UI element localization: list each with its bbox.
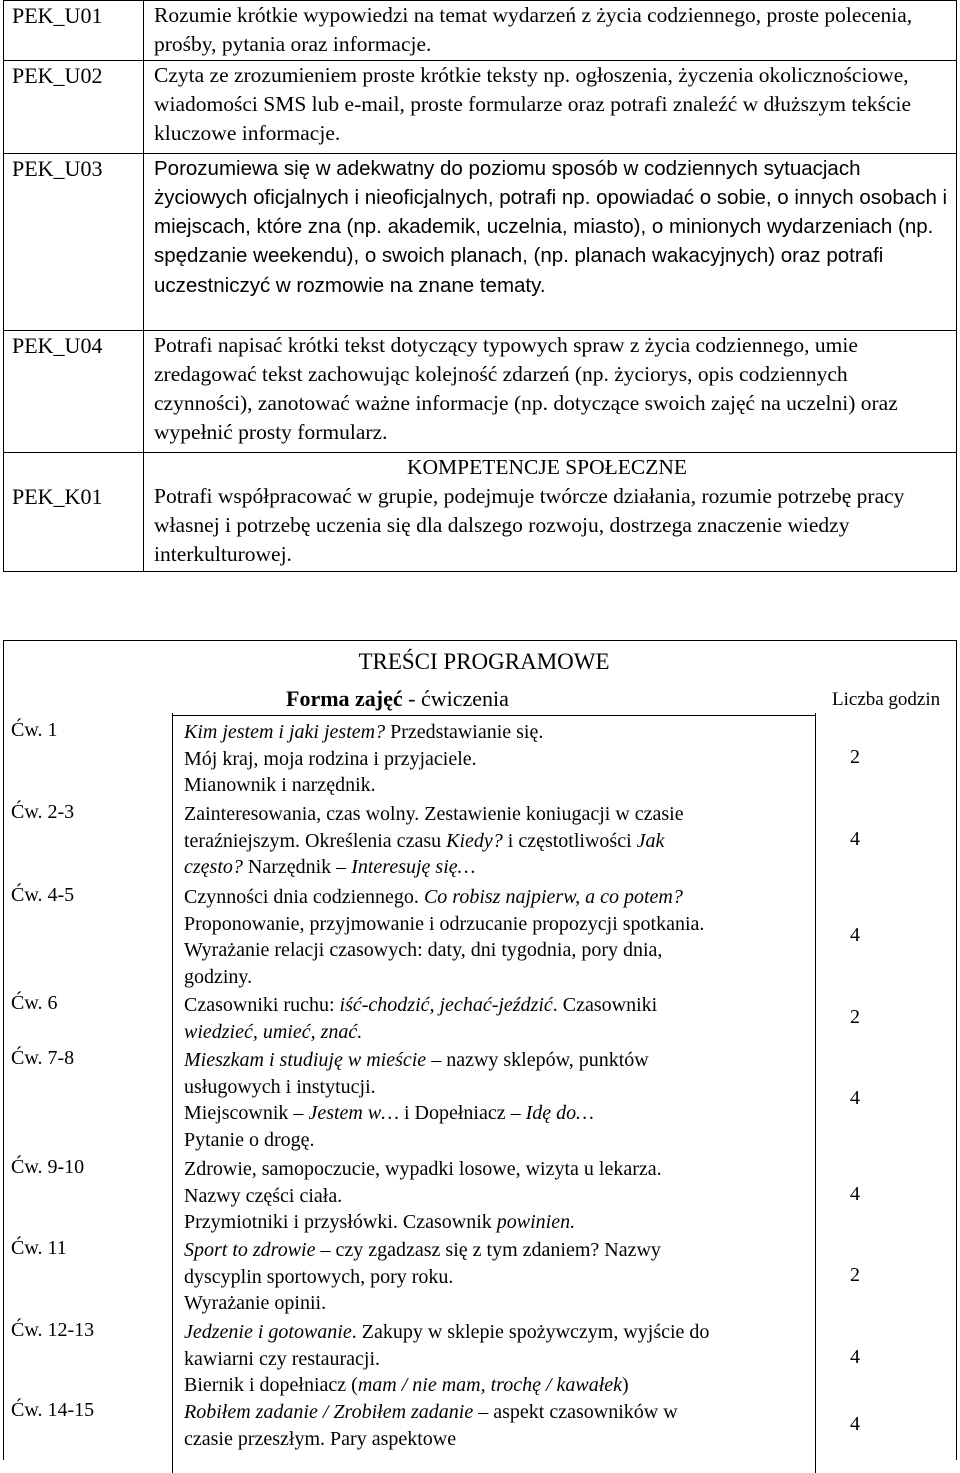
session-topic-line: Zdrowie, samopoczucie, wypadki losowe, wizyta u lekarza. <box>184 1158 662 1180</box>
outcome-text: Czyta ze zrozumieniem proste krótkie teksty np. ogłoszenia, życzenia okolicznościowe, wiadomości SMS lub e-mail, proste formularze oraz potrafi znaleźć w dłuższym tekście kluczowe informacje. <box>144 60 957 153</box>
session-topic-line: Jedzenie i gotowanie. Zakupy w sklepie spożywczym, wyjście do <box>184 1321 710 1343</box>
hours-column-header: Liczba godzin <box>832 689 941 710</box>
program-table <box>3 640 957 1460</box>
session-topic-line: Mieszkam i studiuję w mieście – nazwy sklepów, punktów <box>184 1049 649 1071</box>
session-number: Ćw. 14-15 <box>11 1399 95 1421</box>
session-hours: 4 <box>850 827 860 850</box>
session-hours: 4 <box>850 1345 860 1368</box>
session-number: Ćw. 6 <box>11 992 58 1014</box>
session-topic-line: Proponowanie, przyjmowanie i odrzucanie propozycji spotkania. <box>184 912 705 935</box>
program-row <box>4 1317 958 1397</box>
outcome-text: Potrafi współpracować w grupie, podejmuje twórcze działania, rozumie potrzebę pracy własnej i potrzebę uczenia się dla dalszego rozwoju, dostrzega znaczenie wiedzy interkulturowej. <box>144 482 957 572</box>
session-number: Ćw. 12-13 <box>11 1319 95 1341</box>
outcome-code: PEK_K01 <box>4 482 144 572</box>
session-topic-line: Biernik i dopełniacz (mam / nie mam, trochę / kawałek) <box>184 1374 629 1396</box>
session-topic <box>184 1399 804 1452</box>
session-topic <box>184 1237 804 1317</box>
session-topic-line: Sport to zdrowie – czy zgadzasz się z tym zdaniem? Nazwy <box>184 1239 661 1261</box>
program-row <box>4 882 958 988</box>
competence-code-spacer <box>4 452 144 482</box>
session-topic <box>184 719 804 799</box>
session-topic-line: Nazwy części ciała. <box>184 1184 343 1207</box>
session-hours: 2 <box>850 745 860 768</box>
session-topic-line: Mój kraj, moja rodzina i przyjaciele. <box>184 747 477 770</box>
session-topic <box>184 1319 804 1399</box>
session-number: Ćw. 4-5 <box>11 884 75 906</box>
session-topic-line: teraźniejszym. Określenia czasu Kiedy? i częstotliwości Jak <box>184 829 665 852</box>
session-topic <box>184 1156 804 1236</box>
session-topic-line: Zainteresowania, czas wolny. Zestawienie koniugacji w czasie <box>184 803 684 825</box>
header-rule <box>172 715 815 716</box>
session-topic <box>184 1047 804 1153</box>
session-hours: 2 <box>850 1263 860 1286</box>
program-row <box>4 990 958 1043</box>
outcome-code: PEK_U04 <box>4 330 144 452</box>
session-topic-line: usługowych i instytucji. <box>184 1075 376 1098</box>
session-topic-line: Czasowniki ruchu: iść-chodzić, jechać-jeździć. Czasowniki <box>184 994 658 1016</box>
session-topic <box>184 992 804 1045</box>
outcomes-table <box>3 0 957 572</box>
outcome-text: Porozumiewa się w adekwatny do poziomu sposób w codziennych sytuacjach życiowych oficjalnych i nieoficjalnych, potrafi np. opowiadać o sobie, o innych osobach i miejscach, które zna (np. akademik, uczelnia, miasto), o minionych wydarzeniach (np. spędzanie weekendu), o swoich planach, (np. planach wakacyjnych) oraz potrafi uczestniczyć w rozmowie na znane tematy. <box>144 153 957 330</box>
session-topic-line: wiedzieć, umieć, znać. <box>184 1020 363 1043</box>
program-row <box>4 799 958 879</box>
session-hours: 2 <box>850 1005 860 1028</box>
outcome-text: Potrafi napisać krótki tekst dotyczący typowych spraw z życia codziennego, umie zredagować tekst zachowując kolejność zdarzeń (np. życiorys, opis codziennych czynności), zanotować ważne informacje (np. dotyczące swoich zajęć na uczelni) oraz wypełnić prosty formularz. <box>144 330 957 452</box>
session-topic-line: dyscyplin sportowych, pory roku. <box>184 1265 454 1288</box>
session-number: Ćw. 11 <box>11 1237 67 1259</box>
session-topic-line: Pytanie o drogę. <box>184 1128 315 1151</box>
session-topic-line: Miejscownik – Jestem w… i Dopełniacz – Idę do… <box>184 1102 594 1124</box>
session-hours: 4 <box>850 1412 860 1435</box>
session-topic-line: Przymiotniki i przysłówki. Czasownik powinien. <box>184 1211 576 1233</box>
session-number: Ćw. 1 <box>11 719 58 741</box>
session-topic-line: Robiłem zadanie / Zrobiłem zadanie – aspekt czasowników w <box>184 1401 678 1423</box>
session-topic <box>184 801 804 881</box>
session-topic-line: często? Narzędnik – Interesuję się… <box>184 856 476 878</box>
program-title: TREŚCI PROGRAMOWE <box>358 649 610 674</box>
session-hours: 4 <box>850 1182 860 1205</box>
session-number: Ćw. 7-8 <box>11 1047 75 1069</box>
session-topic-line: czasie przeszłym. Pary aspektowe <box>184 1427 457 1450</box>
outcome-code: PEK_U01 <box>4 1 144 61</box>
program-row <box>4 1397 958 1450</box>
session-hours: 4 <box>850 924 860 946</box>
session-number: Ćw. 2-3 <box>11 801 75 823</box>
outcome-code: PEK_U02 <box>4 60 144 153</box>
session-topic-line: Mianownik i narzędnik. <box>184 774 376 796</box>
outcome-code: PEK_U03 <box>4 153 144 330</box>
session-topic-line: Kim jestem i jaki jestem? Przedstawianie się. <box>184 721 544 743</box>
session-hours: 4 <box>850 1087 860 1109</box>
competence-heading: KOMPETENCJE SPOŁECZNE <box>144 452 957 482</box>
program-row <box>4 1154 958 1234</box>
session-topic-line: kawiarni czy restauracji. <box>184 1347 381 1370</box>
session-topic-line: Wyrażanie relacji czasowych: daty, dni tygodnia, pory dnia, <box>184 939 663 961</box>
session-topic-line: Wyrażanie opinii. <box>184 1292 327 1314</box>
program-row <box>4 1045 958 1151</box>
session-topic-line: Czynności dnia codziennego. Co robisz najpierw, a co potem? <box>184 886 683 908</box>
outcome-text: Rozumie krótkie wypowiedzi na temat wydarzeń z życia codziennego, proste polecenia, prośby, pytania oraz informacje. <box>144 1 957 61</box>
form-column-header: Forma zajęć - ćwiczenia <box>286 686 509 711</box>
session-number: Ćw. 9-10 <box>11 1156 85 1178</box>
program-row <box>4 717 958 797</box>
session-topic-line: godziny. <box>184 965 253 988</box>
session-topic <box>184 884 804 990</box>
program-row <box>4 1235 958 1315</box>
